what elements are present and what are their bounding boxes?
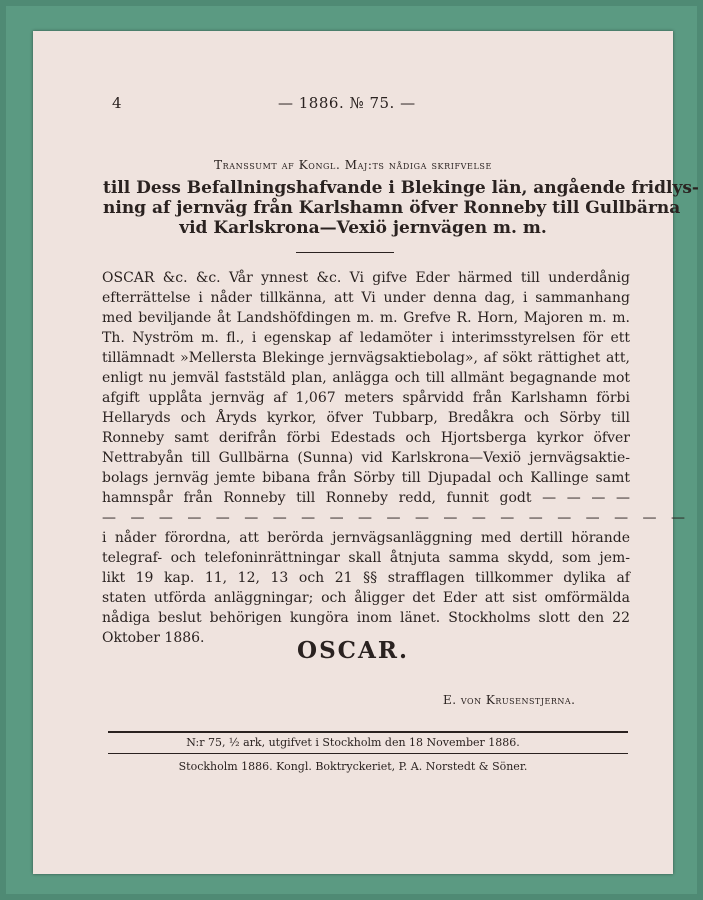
- document-title: [103, 178, 699, 238]
- countersignature-text: E. von Krusenstjerna.: [443, 693, 576, 707]
- body-line: telegraf- och telefoninrättningar skall åtnjuta samma skydd, som jem-: [102, 550, 630, 566]
- royal-signature: OSCAR.: [297, 637, 409, 664]
- body-line: Th. Nyström m. fl., i egenskap af ledamöter i interimsstyrelsen för ett: [102, 330, 630, 346]
- imprint-rule-bottom: [108, 753, 628, 754]
- body-line: hamnspår från Ronneby till Ronneby redd, funnit godt — — — —: [102, 490, 630, 506]
- title-line-2: ning af jernväg från Karlshamn öfver Ronneby till Gullbärna: [103, 198, 681, 218]
- imprint-rule-top: [108, 731, 628, 733]
- body-line: nådiga beslut behörigen kungöra inom länet. Stockholms slott den 22: [102, 610, 630, 626]
- body-line: Nettrabyån till Gullbärna (Sunna) vid Karlskrona—Vexiö jernvägsaktie-: [102, 450, 630, 466]
- transsumt-caption: Transsumt af Kongl. Maj:ts nådiga skrifvelse: [214, 158, 492, 172]
- body-line: bolags jernväg jemte bibana från Sörby till Djupadal och Kallinge samt: [102, 470, 630, 486]
- title-divider: [296, 252, 394, 253]
- body-line: tillämnadt »Mellersta Blekinge jernvägsaktiebolag», af sökt rättighet att,: [102, 350, 630, 366]
- body-line: staten utförda anläggningar; och åligger det Eder att sist omförmälda: [102, 590, 630, 606]
- printer-line: Stockholm 1886. Kongl. Boktryckeriet, P. A. Norstedt & Söner.: [178, 760, 528, 773]
- body-line: Ronneby samt derifrån förbi Edestads och Hjortsberga kyrkor öfver: [102, 430, 630, 446]
- body-line: efterrättelse i nåder tillkänna, att Vi under denna dag, i sammanhang: [102, 290, 630, 306]
- title-line-3: vid Karlskrona—Vexiö jernvägen m. m.: [179, 218, 547, 238]
- running-head: — 1886. № 75. —: [278, 94, 416, 112]
- body-line: likt 19 kap. 11, 12, 13 och 21 §§ strafflagen tillkommer dylika af: [102, 570, 630, 586]
- issue-line: N:r 75, ½ ark, utgifvet i Stockholm den 18 November 1886.: [186, 736, 520, 749]
- body-line: enligt nu jemväl faststäld plan, anlägga och till allmänt begagnande mot: [102, 370, 630, 386]
- body-line: Oktober 1886.: [102, 630, 205, 646]
- body-line: OSCAR &c. &c. Vår ynnest &c. Vi gifve Eder härmed till underdånig: [102, 270, 630, 286]
- title-line-1: till Dess Befallningshafvande i Blekinge län, angående fridlys-: [103, 178, 699, 198]
- page-number: 4: [112, 94, 122, 112]
- countersignature: [443, 693, 575, 707]
- document-page: [33, 31, 699, 874]
- body-dash-line: — — — — — — — — — — — — — — — — — — — — —: [102, 510, 691, 526]
- body-line: i nåder förordna, att berörda jernvägsanläggning med dertill hörande: [102, 530, 630, 546]
- body-line: afgift upplåta jernväg af 1,067 meters spårvidd från Karlshamn förbi: [102, 390, 630, 406]
- body-line: Hellaryds och Åryds kyrkor, öfver Tubbarp, Bredåkra och Sörby till: [102, 410, 630, 426]
- body-line: med beviljande åt Landshöfdingen m. m. Grefve R. Horn, Majoren m. m.: [102, 310, 630, 326]
- body-text: [102, 268, 691, 648]
